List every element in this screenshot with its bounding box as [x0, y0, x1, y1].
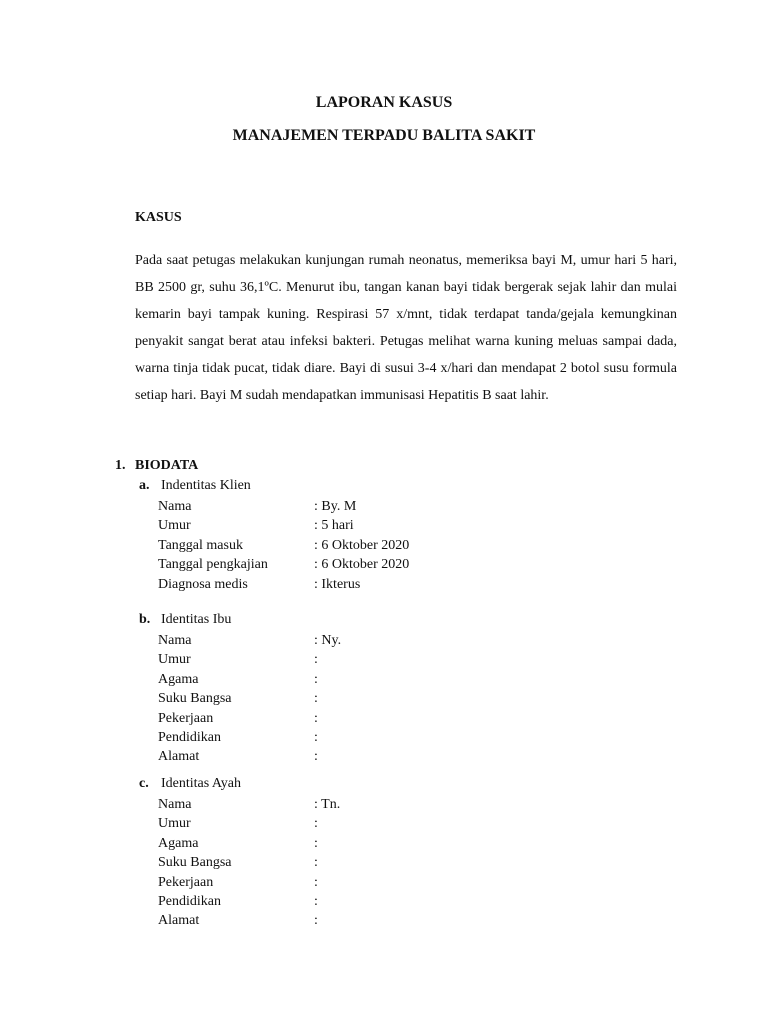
section-letter: b.	[139, 612, 151, 627]
field-label: Suku Bangsa	[158, 855, 232, 871]
field-row	[158, 873, 340, 892]
field-label: Suku Bangsa	[158, 691, 232, 707]
field-row	[158, 814, 340, 833]
field-label: Alamat	[158, 749, 200, 765]
field-label: Umur	[158, 816, 191, 832]
field-label: Pendidikan	[158, 729, 221, 745]
field-label: Nama	[158, 797, 192, 812]
section-title: Identitas Ibu	[161, 612, 232, 627]
section-letter: c.	[139, 776, 149, 791]
field-row	[158, 834, 340, 853]
field-row	[158, 747, 341, 766]
field-label: Tanggal pengkajian	[158, 557, 268, 573]
field-label: Agama	[158, 835, 199, 851]
case-paragraph: Pada saat petugas melakukan kunjungan rumah neonatus, memeriksa bayi M, umur hari 5 hari, BB 2500 gr, suhu 36,1ºC. Menurut ibu, tangan kanan bayi tidak bergerak sejak lahir dan mulai kemarin bayi tampak kuning. Respirasi 57 x/mnt, tidak terdapat tanda/gejala kemungkinan penyakit sangat berat atau infeksi bakteri. Petugas melihat warna kuning meluas sampai dada, warna tinja tidak pucat, tidak diare. Bayi di susui 3-4 x/hari dan mendapat 2 botol susu formula setiap hari. Bayi M sudah mendapatkan immunisasi Hepatitis B saat lahir.	[135, 253, 677, 403]
field-row	[158, 795, 340, 814]
section-title: Indentitas Klien	[161, 478, 251, 493]
field-row	[158, 709, 341, 728]
field-value: : Tn.	[314, 797, 341, 812]
document-subtitle: MANAJEMEN TERPADU BALITA SAKIT	[232, 127, 536, 144]
field-row	[158, 911, 340, 930]
field-row	[158, 892, 340, 911]
biodata-heading	[115, 458, 198, 474]
field-label: Pendidikan	[158, 893, 221, 909]
field-row	[158, 497, 409, 516]
field-label: Nama	[158, 499, 192, 514]
field-value: :	[314, 691, 318, 707]
identitas-ayah-rows	[158, 795, 340, 931]
biodata-title: BIODATA	[135, 458, 199, 473]
section-identitas-klien	[139, 478, 251, 494]
field-label: Umur	[158, 518, 191, 534]
field-row	[158, 516, 409, 535]
field-value: :	[314, 855, 318, 871]
field-label: Alamat	[158, 913, 200, 929]
field-value: : By. M	[314, 499, 357, 514]
biodata-number: 1.	[115, 458, 126, 473]
field-value: :	[314, 816, 318, 832]
field-value: :	[314, 893, 318, 909]
identitas-klien-rows	[158, 497, 409, 594]
identitas-ibu-rows	[158, 631, 341, 767]
section-identitas-ibu	[139, 612, 231, 628]
field-value: :	[314, 671, 318, 687]
field-value: :	[314, 652, 318, 668]
field-label: Umur	[158, 652, 191, 668]
field-value: : Ikterus	[314, 576, 361, 592]
field-label: Pekerjaan	[158, 710, 214, 726]
field-label: Agama	[158, 671, 199, 687]
field-value: :	[314, 729, 318, 745]
field-label: Nama	[158, 633, 192, 648]
field-row	[158, 631, 341, 650]
section-identitas-ayah	[139, 776, 241, 792]
field-row	[158, 575, 409, 594]
field-value: :	[314, 710, 318, 726]
field-value: : 6 Oktober 2020	[314, 537, 410, 553]
case-heading: KASUS	[135, 210, 182, 225]
field-row	[158, 650, 341, 669]
field-row	[158, 853, 340, 872]
field-row	[158, 689, 341, 708]
field-value: : 5 hari	[314, 518, 354, 534]
field-value: :	[314, 874, 318, 890]
field-label: Tanggal masuk	[158, 537, 243, 553]
field-row	[158, 728, 341, 747]
field-row	[158, 670, 341, 689]
section-title: Identitas Ayah	[161, 776, 241, 791]
field-value: :	[314, 835, 318, 851]
field-label: Diagnosa medis	[158, 576, 248, 592]
field-row	[158, 555, 409, 574]
section-letter: a.	[139, 478, 150, 493]
field-value: :	[314, 749, 318, 765]
field-value: : Ny.	[314, 633, 342, 648]
field-value: :	[314, 913, 318, 929]
field-row	[158, 536, 409, 555]
field-value: : 6 Oktober 2020	[314, 557, 410, 573]
field-label: Pekerjaan	[158, 874, 214, 890]
document-title: LAPORAN KASUS	[315, 94, 453, 111]
